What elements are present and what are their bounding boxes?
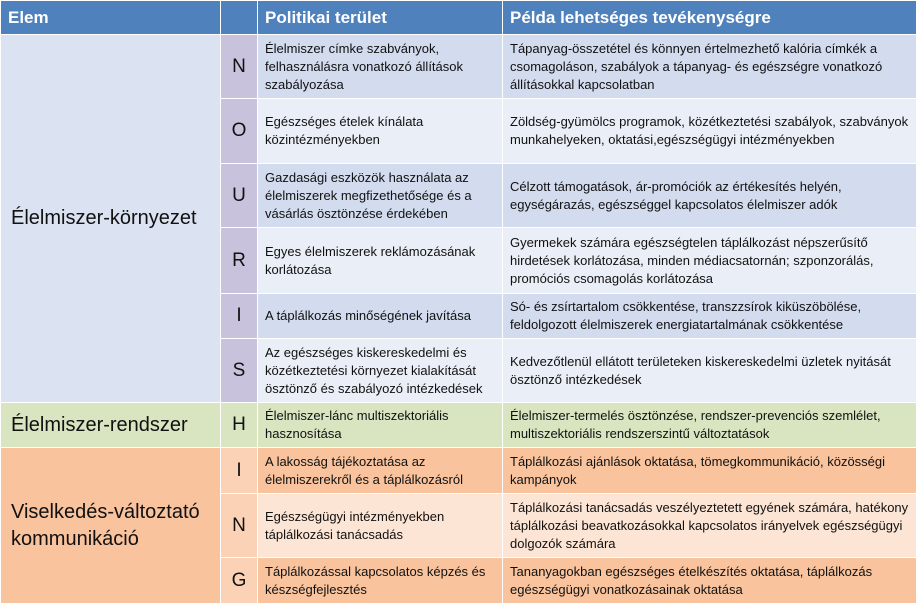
- example-cell: Tananyagokban egészséges ételkészítés oktatása, táplálkozás egészségügyi vonatkozásainak oktatása: [503, 558, 916, 604]
- table-row: [1, 403, 916, 448]
- policy-cell: A táplálkozás minőségének javítása: [258, 294, 503, 339]
- example-cell: Élelmiszer-termelés ösztönzése, rendszer-prevenciós szemlélet, multiszektoriális rendszerszintű változtatások: [503, 403, 916, 448]
- row-letter: G: [221, 558, 258, 604]
- policy-cell: Egyes élelmiszerek reklámozásának korlátozása: [258, 228, 503, 294]
- table-row: [1, 448, 916, 494]
- header-row: [1, 1, 916, 35]
- policy-cell: Élelmiszer-lánc multiszektoriális hasznosítása: [258, 403, 503, 448]
- row-letter: I: [221, 448, 258, 494]
- group-behaviour-change: [1, 448, 916, 604]
- row-letter: H: [221, 403, 258, 448]
- policy-cell: Táplálkozással kapcsolatos képzés és készségfejlesztés: [258, 558, 503, 604]
- group-food-system: [1, 403, 916, 448]
- example-cell: Táplálkozási ajánlások oktatása, tömegkommunikáció, közösségi kampányok: [503, 448, 916, 494]
- table-row: [1, 35, 916, 99]
- header-example: Példa lehetséges tevékenységre: [503, 1, 916, 35]
- group-label: Élelmiszer-rendszer: [1, 403, 221, 448]
- row-letter: N: [221, 494, 258, 558]
- policy-cell: Az egészséges kiskereskedelmi és közétkeztetési környezet kialakítását ösztönző és szabályozó intézkedések: [258, 339, 503, 403]
- example-cell: Kedvezőtlenül ellátott területeken kiskereskedelmi üzletek nyitását ösztönző intézkedések: [503, 339, 916, 403]
- example-cell: Zöldség-gyümölcs programok, közétkeztetési szabályok, szabványok munkahelyeken, oktatási,egészségügyi intézményekben: [503, 99, 916, 164]
- row-letter: R: [221, 228, 258, 294]
- example-cell: Só- és zsírtartalom csökkentése, transzzsírok kiküszöbölése, feldolgozott élelmiszerek energiatartalmának csökkentése: [503, 294, 916, 339]
- header-policy: Politikai terület: [258, 1, 503, 35]
- example-cell: Gyermekek számára egészségtelen táplálkozást népszerűsítő hirdetések korlátozása, minden médiacsatornán; szponzorálás, promóciós csomagolás korlátozása: [503, 228, 916, 294]
- row-letter: N: [221, 35, 258, 99]
- row-letter: U: [221, 164, 258, 228]
- header-letter: [221, 1, 258, 35]
- group-food-environment: [1, 35, 916, 403]
- policy-cell: Egészséges ételek kínálata közintézményekben: [258, 99, 503, 164]
- policy-cell: Egészségügyi intézményekben táplálkozási tanácsadás: [258, 494, 503, 558]
- row-letter: I: [221, 294, 258, 339]
- policy-cell: Gazdasági eszközök használata az élelmiszerek megfizethetősége és a vásárlás ösztönzése érdekében: [258, 164, 503, 228]
- row-letter: S: [221, 339, 258, 403]
- header-elem: Elem: [1, 1, 221, 35]
- example-cell: Tápanyag-összetétel és könnyen értelmezhető kalória címkék a csomagoláson, szabályok a tápanyag- és egészségre vonatkozó állításokkal kapcsolatban: [503, 35, 916, 99]
- policy-cell: Élelmiszer címke szabványok, felhasználásra vonatkozó állítások szabályozása: [258, 35, 503, 99]
- example-cell: Táplálkozási tanácsadás veszélyeztetett egyének számára, hatékony táplálkozási beavatkozásokkal kapcsolatos irányelvek egészségügyi dolgozók számára: [503, 494, 916, 558]
- example-cell: Célzott támogatások, ár-promóciók az értékesítés helyén, egységárazás, egészséggel kapcsolatos élelmiszer adók: [503, 164, 916, 228]
- row-letter: O: [221, 99, 258, 164]
- group-label: Élelmiszer-környezet: [1, 35, 221, 403]
- policy-cell: A lakosság tájékoztatása az élelmiszerekről és a táplálkozásról: [258, 448, 503, 494]
- group-label: Viselkedés-változtató kommunikáció: [1, 448, 221, 604]
